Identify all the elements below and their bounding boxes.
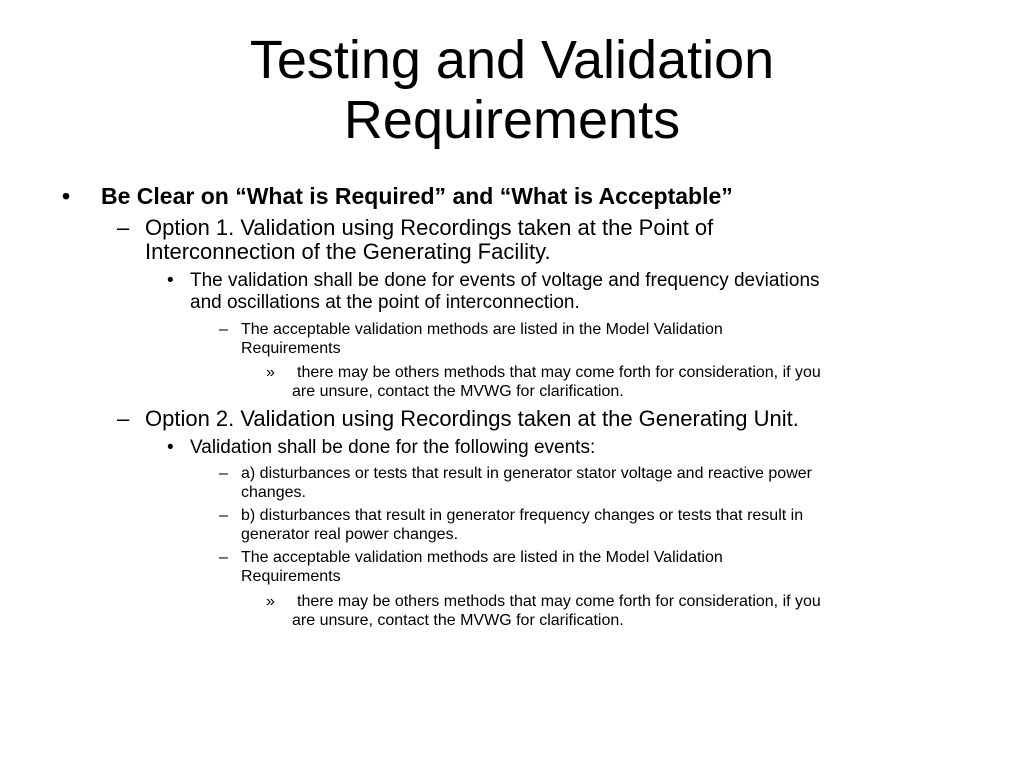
option-2-event-a-line-2: changes.: [241, 484, 306, 501]
option-2-event-a-line-1: a) disturbances or tests that result in generator stator voltage and reactive power: [241, 465, 812, 482]
dash-marker: –: [219, 549, 228, 566]
option-2-events: Validation shall be done for the following events:: [190, 437, 596, 458]
option-2-methods-line-2: Requirements: [241, 568, 341, 585]
option-2-event-b-line-2: generator real power changes.: [241, 526, 459, 543]
bullet-marker: •: [62, 183, 71, 209]
dash-marker: –: [219, 321, 228, 338]
raquo-marker: »: [266, 593, 275, 610]
option-1-others-line-2: are unsure, contact the MVWG for clarification.: [292, 383, 624, 400]
option-1-line-1: Option 1. Validation using Recordings taken at the Point of: [145, 215, 714, 240]
bullet-be-clear: Be Clear on “What is Required” and “What is Acceptable”: [101, 183, 733, 209]
option-1-methods-line-1: The acceptable validation methods are listed in the Model Validation: [241, 321, 723, 338]
dash-marker: –: [219, 507, 228, 524]
raquo-marker: »: [266, 364, 275, 381]
option-2-others-line-1: there may be others methods that may come forth for consideration, if you: [297, 593, 821, 610]
option-2-others-line-2: are unsure, contact the MVWG for clarification.: [292, 612, 624, 629]
dash-marker: –: [219, 465, 228, 482]
bullet-marker: •: [167, 437, 174, 458]
bullet-marker: •: [167, 270, 174, 291]
dash-marker: –: [117, 215, 130, 240]
option-2-event-b-line-1: b) disturbances that result in generator frequency changes or tests that result in: [241, 507, 804, 524]
option-1-methods-line-2: Requirements: [241, 340, 341, 357]
dash-marker: –: [117, 406, 130, 431]
option-2-methods-line-1: The acceptable validation methods are listed in the Model Validation: [241, 549, 723, 566]
option-1-others-line-1: there may be others methods that may come forth for consideration, if you: [297, 364, 821, 381]
option-2: Option 2. Validation using Recordings taken at the Generating Unit.: [145, 406, 799, 431]
slide-title-line-2: Requirements: [343, 90, 681, 150]
option-1-events-line-2: and oscillations at the point of interconnection.: [190, 292, 580, 313]
option-1-events-line-1: The validation shall be done for events of voltage and frequency deviations: [190, 270, 820, 291]
slide-title-line-1: Testing and Validation: [249, 30, 775, 90]
option-1-line-2: Interconnection of the Generating Facility.: [145, 239, 551, 264]
